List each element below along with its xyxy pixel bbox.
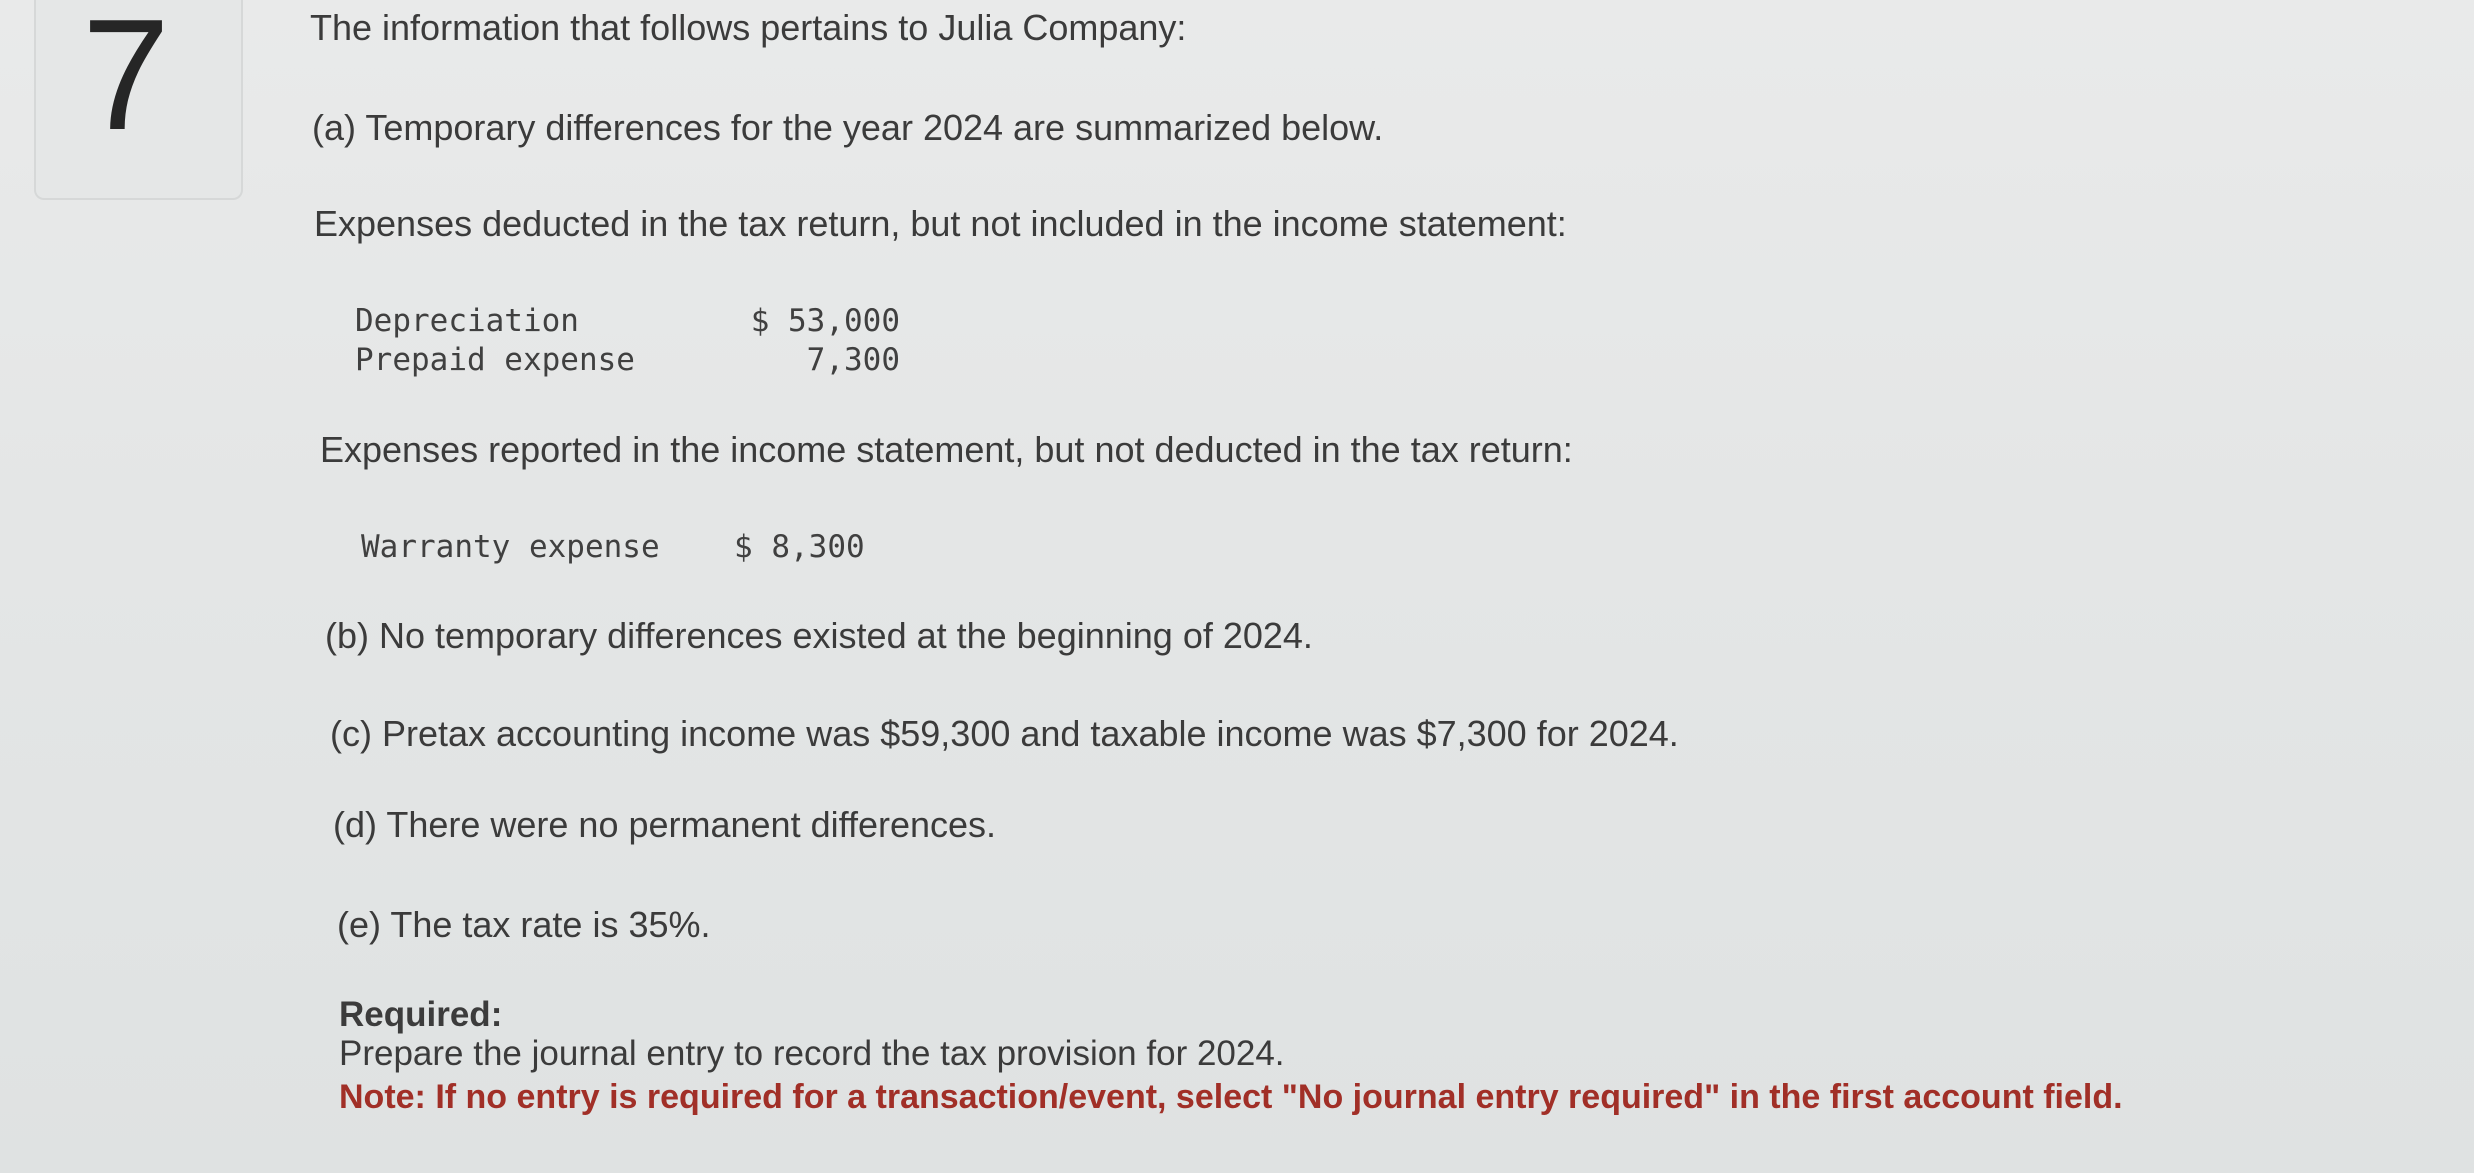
note-text: Note: If no entry is required for a transaction/event, select "No journal entry required" in the first account field. [339,1078,2123,1116]
depreciation-label: Depreciation [355,303,579,339]
required-heading: Required: [339,995,503,1034]
deducted-heading: Expenses deducted in the tax return, but not included in the income statement: [314,203,1567,244]
prepaid-expense-amount: 7,300 [806,342,900,378]
intro-text: The information that follows pertains to Julia Company: [310,7,1187,48]
item-c-text: (c) Pretax accounting income was $59,300 and taxable income was $7,300 for 2024. [330,713,1679,754]
prepaid-expense-label: Prepaid expense [355,342,635,378]
item-a-text: (a) Temporary differences for the year 2024 are summarized below. [312,107,1384,148]
item-b-text: (b) No temporary differences existed at the beginning of 2024. [325,615,1313,656]
depreciation-amount: $ 53,000 [750,303,900,339]
reported-heading: Expenses reported in the income statement, but not deducted in the tax return: [320,429,1573,470]
item-e-text: (e) The tax rate is 35%. [337,904,711,945]
item-d-text: (d) There were no permanent differences. [333,804,997,845]
warranty-expense-label: Warranty expense [361,529,660,565]
required-text: Prepare the journal entry to record the tax provision for 2024. [339,1034,1285,1073]
question-number: 7 [82,0,170,163]
warranty-expense-amount: $ 8,300 [734,529,865,565]
